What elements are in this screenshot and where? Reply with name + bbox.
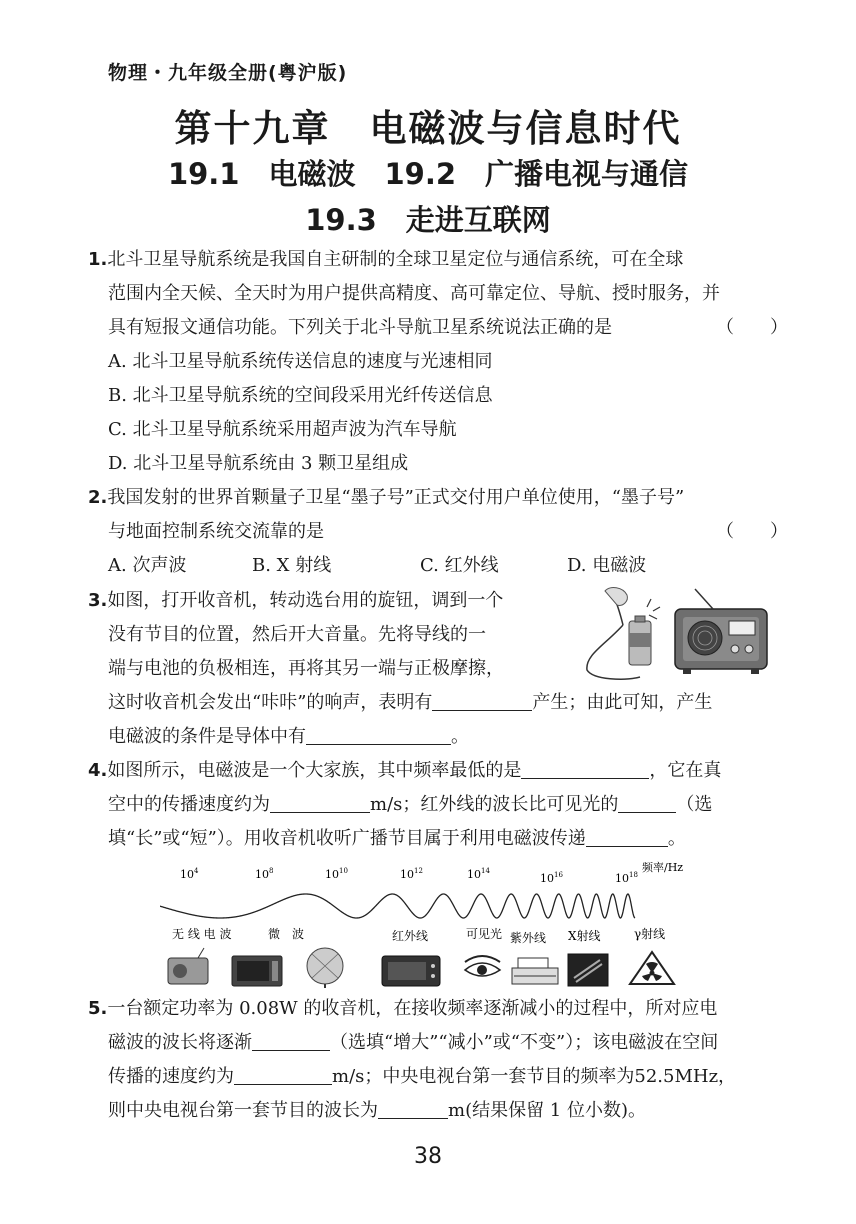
answer-blank[interactable] — [521, 760, 649, 779]
q5-line-1 — [88, 992, 717, 1026]
q1-line-3 — [108, 311, 788, 345]
q4-line-1 — [88, 754, 721, 788]
question-text: ，它在真 — [649, 760, 722, 781]
radiation-icon — [630, 952, 674, 984]
answer-parentheses: （ ） — [716, 521, 788, 542]
hand-icon — [605, 588, 627, 606]
question-text: 填“长”或“短”）。用收音机收听广播节目属于利用电磁波传递 — [108, 828, 586, 849]
q3-line-2: 没有节目的位置，然后开大音量。先将导线的一 — [108, 624, 486, 645]
band-icons — [168, 948, 674, 988]
band-label-radio: 无 线 电 波 — [172, 927, 232, 941]
question-text: 北斗卫星导航系统是我国自主研制的全球卫星定位与通信系统，可在全球 — [107, 249, 684, 270]
freq-tick-label: $10^4$ — [180, 867, 199, 881]
microwave-oven-icon — [232, 956, 282, 986]
answer-blank[interactable] — [378, 1100, 448, 1119]
q5-line-3 — [108, 1060, 736, 1094]
band-label-gamma: γ射线 — [634, 927, 666, 941]
eye-icon — [465, 956, 500, 976]
answer-parentheses: （ ） — [716, 317, 788, 338]
question-text: （选 — [676, 794, 713, 815]
question-text: 磁波的波长将逐渐 — [108, 1032, 252, 1053]
band-label-infrared: 红外线 — [392, 929, 429, 943]
question-number: 4. — [88, 760, 108, 781]
q4-line-3 — [108, 822, 686, 856]
question-text: 与地面控制系统交流靠的是 — [108, 521, 324, 542]
question-text: 这时收音机会发出“咔咔”的响声，表明有 — [108, 692, 433, 713]
electromagnetic-spectrum-figure — [160, 858, 700, 990]
satellite-dish-icon — [307, 948, 343, 988]
battery-radio-illustration — [565, 585, 775, 685]
q2-option-b: B. X 射线 — [252, 555, 332, 576]
question-text: m(结果保留 1 位小数)。 — [448, 1100, 647, 1121]
answer-blank[interactable] — [234, 1066, 332, 1085]
xray-film-icon — [568, 954, 608, 986]
frequency-ticks — [180, 860, 683, 885]
answer-blank[interactable] — [252, 1032, 330, 1051]
question-text: 如图所示，电磁波是一个大家族，其中频率最低的是 — [107, 760, 522, 781]
q2-option-c: C. 红外线 — [420, 555, 499, 576]
question-text: 电磁波的条件是导体中有 — [108, 726, 306, 747]
question-text: 空中的传播速度约为 — [108, 794, 270, 815]
q2-line-1 — [88, 481, 684, 515]
question-text: m/s；中央电视台第一套节目的频率为52.5MHz， — [332, 1066, 737, 1087]
freq-tick-label: $10^{18}$ — [615, 871, 638, 885]
freq-tick-label: $10^{16}$ — [540, 871, 563, 885]
band-label-xray: X射线 — [568, 929, 601, 943]
section-title-2: 19.3 走进互联网 — [305, 203, 551, 237]
question-text: 产生；由此可知，产生 — [532, 692, 713, 713]
book-header: 物理・九年级全册(粤沪版) — [108, 62, 348, 84]
section-title-1: 19.1 电磁波 19.2 广播电视与通信 — [167, 157, 689, 191]
q3-line-4 — [108, 686, 712, 720]
freq-tick-label: $10^{10}$ — [325, 867, 348, 881]
radio-icon — [168, 948, 208, 984]
spark-icon — [647, 599, 660, 619]
q4-line-2 — [108, 788, 712, 822]
q2-option-a: A. 次声波 — [108, 555, 187, 576]
question-number: 1. — [88, 249, 108, 270]
answer-blank[interactable] — [618, 794, 676, 813]
uv-sterilizer-icon — [512, 958, 558, 984]
frequency-unit-label: 频率/Hz — [642, 861, 684, 874]
question-text: 我国发射的世界首颗量子卫星“墨子号”正式交付用户单位使用，“墨子号” — [107, 487, 685, 508]
question-text: 。 — [451, 726, 469, 747]
battery-icon — [629, 616, 651, 665]
q5-line-2 — [108, 1026, 718, 1060]
question-text: 一台额定功率为 0.08W 的收音机，在接收频率逐渐减小的过程中，所对应电 — [107, 998, 718, 1019]
q1-option-b: B. 北斗卫星导航系统的空间段采用光纤传送信息 — [108, 385, 493, 406]
answer-blank[interactable] — [432, 692, 532, 711]
band-label-visible: 可见光 — [466, 927, 503, 941]
answer-blank[interactable] — [270, 794, 370, 813]
question-text: 传播的速度约为 — [108, 1066, 234, 1087]
q3-line-1 — [88, 584, 503, 618]
page-number: 38 — [414, 1144, 442, 1169]
toaster-oven-icon — [382, 956, 440, 986]
q1-line-2: 范围内全天候、全天时为用户提供高精度、高可靠定位、导航、授时服务，并 — [108, 283, 720, 304]
question-text: 则中央电视台第一套节目的波长为 — [108, 1100, 378, 1121]
chapter-title: 第十九章 电磁波与信息时代 — [174, 107, 682, 150]
freq-tick-label: $10^{14}$ — [467, 867, 490, 881]
question-text: 具有短报文通信功能。下列关于北斗导航卫星系统说法正确的是 — [108, 317, 612, 338]
q3-line-3: 端与电池的负极相连，再将其另一端与正极摩擦， — [108, 658, 504, 679]
question-text: （选填“增大”“减小”或“不变”）；该电磁波在空间 — [330, 1032, 719, 1053]
question-number: 5. — [88, 998, 108, 1019]
answer-blank[interactable] — [586, 828, 668, 847]
q5-line-4 — [108, 1094, 646, 1128]
q1-option-d: D. 北斗卫星导航系统由 3 颗卫星组成 — [108, 453, 409, 474]
question-text: 。 — [667, 828, 686, 849]
band-label-ultraviolet: 紫外线 — [510, 931, 547, 945]
q2-line-2 — [108, 515, 788, 549]
band-labels — [172, 926, 665, 945]
q2-option-d: D. 电磁波 — [567, 555, 647, 576]
freq-tick-label: $10^{12}$ — [400, 867, 423, 881]
freq-tick-label: $10^8$ — [255, 867, 274, 881]
question-text: 如图，打开收音机，转动选台用的旋钮，调到一个 — [107, 590, 504, 611]
question-number: 2. — [88, 487, 108, 508]
radio-icon — [675, 589, 767, 674]
q1-option-a: A. 北斗卫星导航系统传送信息的速度与光速相同 — [108, 351, 493, 372]
q1-option-c: C. 北斗卫星导航系统采用超声波为汽车导航 — [108, 419, 457, 440]
q1-line-1 — [88, 243, 683, 277]
question-number: 3. — [88, 590, 108, 611]
em-wave-curve — [160, 894, 635, 918]
band-label-microwave: 微 波 — [268, 927, 305, 941]
q3-line-5 — [108, 720, 469, 754]
answer-blank[interactable] — [306, 726, 451, 745]
question-text: m/s；红外线的波长比可见光的 — [370, 794, 619, 815]
